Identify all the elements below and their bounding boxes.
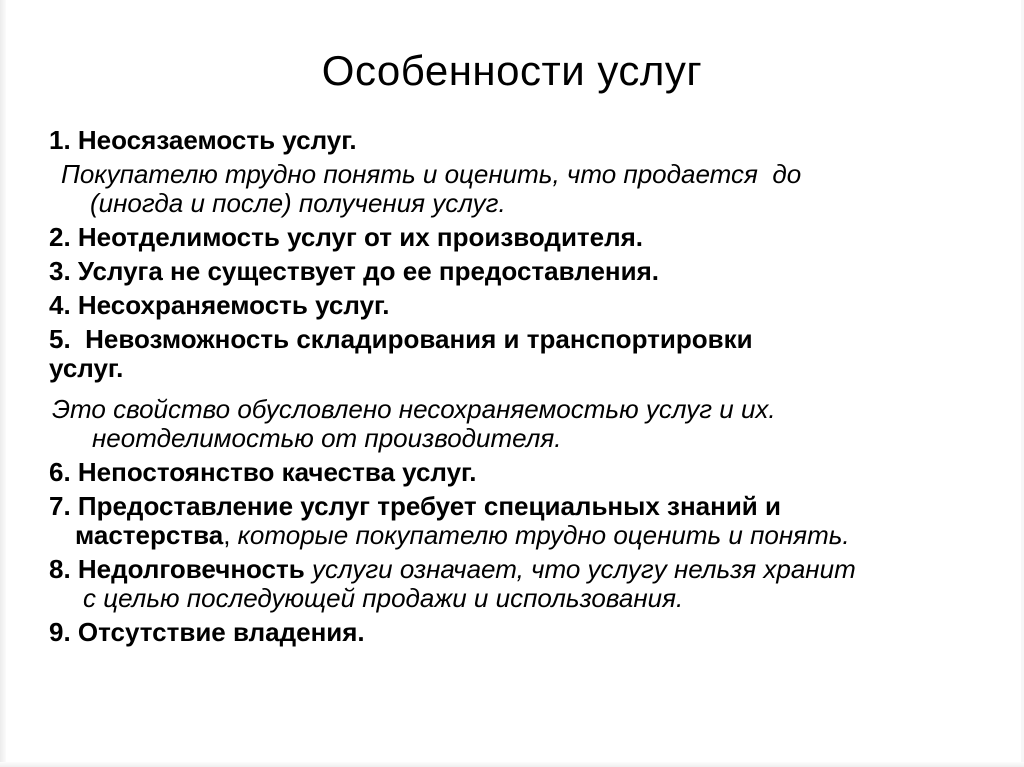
text-line xyxy=(49,223,1023,252)
text-line xyxy=(49,584,1023,613)
paragraph xyxy=(49,160,1023,218)
text-line xyxy=(49,291,1023,320)
text-segment-bold: 7. Предоставление услуг требует специальных знаний и xyxy=(49,491,781,521)
paragraph xyxy=(49,458,1023,487)
text-line xyxy=(49,354,1023,383)
text-segment-italic: услуги означает, что услугу нельзя хранит xyxy=(304,554,856,584)
text-line xyxy=(49,257,1023,286)
paragraph xyxy=(49,555,1023,613)
text-segment-bold: 4. Несохраняемость услуг. xyxy=(49,290,390,320)
slide-edge-bottom xyxy=(0,762,1024,767)
text-line xyxy=(49,458,1023,487)
paragraph xyxy=(49,325,1023,383)
text-segment-bold: 1. Неосязаемость услуг. xyxy=(49,125,357,155)
paragraph xyxy=(49,492,1023,550)
text-segment-bold: 6. Непостоянство качества услуг. xyxy=(49,457,477,487)
paragraph xyxy=(49,395,1023,453)
paragraph xyxy=(49,257,1023,286)
paragraph xyxy=(49,126,1023,155)
text-segment-bold: мастерства xyxy=(75,520,224,550)
text-segment-italic: Это свойство обусловлено несохраняемостью услуг и их. xyxy=(52,394,776,424)
text-line xyxy=(49,424,1023,453)
slide-body xyxy=(49,126,1023,652)
slide-title: Особенности услуг xyxy=(321,47,703,94)
paragraph xyxy=(49,618,1023,647)
text-line xyxy=(49,618,1023,647)
text-segment-bold: 9. Отсутствие владения. xyxy=(49,617,365,647)
text-segment-bold: 5. Невозможность складирования и транспортировки xyxy=(49,324,753,354)
text-segment-bold: 2. Неотделимость услуг от их производителя. xyxy=(49,222,644,252)
text-line xyxy=(49,555,1023,584)
slide-edge-left xyxy=(0,0,6,767)
text-segment-italic: неотделимостью от производителя. xyxy=(92,423,562,453)
text-line xyxy=(49,126,1023,155)
text-segment-italic: которые покупателю трудно оценить и понять. xyxy=(230,520,850,550)
text-segment-italic: Покупателю трудно понять и оценить, что продается до xyxy=(61,159,802,189)
paragraph xyxy=(49,291,1023,320)
text-segment-bold: 8. Недолговечность xyxy=(49,554,305,584)
text-segment-bold: услуг. xyxy=(49,353,124,383)
text-line xyxy=(49,325,1023,354)
text-line xyxy=(49,189,1023,218)
text-segment-regular: , xyxy=(223,520,231,550)
text-segment-bold: 3. Услуга не существует до ее предоставления. xyxy=(49,256,659,286)
text-line xyxy=(49,395,1023,424)
text-segment-italic: с целью последующей продажи и использования. xyxy=(83,583,684,613)
text-line xyxy=(49,492,1023,521)
text-line xyxy=(49,521,1023,550)
paragraph xyxy=(49,223,1023,252)
text-line xyxy=(49,160,1023,189)
text-segment-italic: (иногда и после) получения услуг. xyxy=(90,188,506,218)
